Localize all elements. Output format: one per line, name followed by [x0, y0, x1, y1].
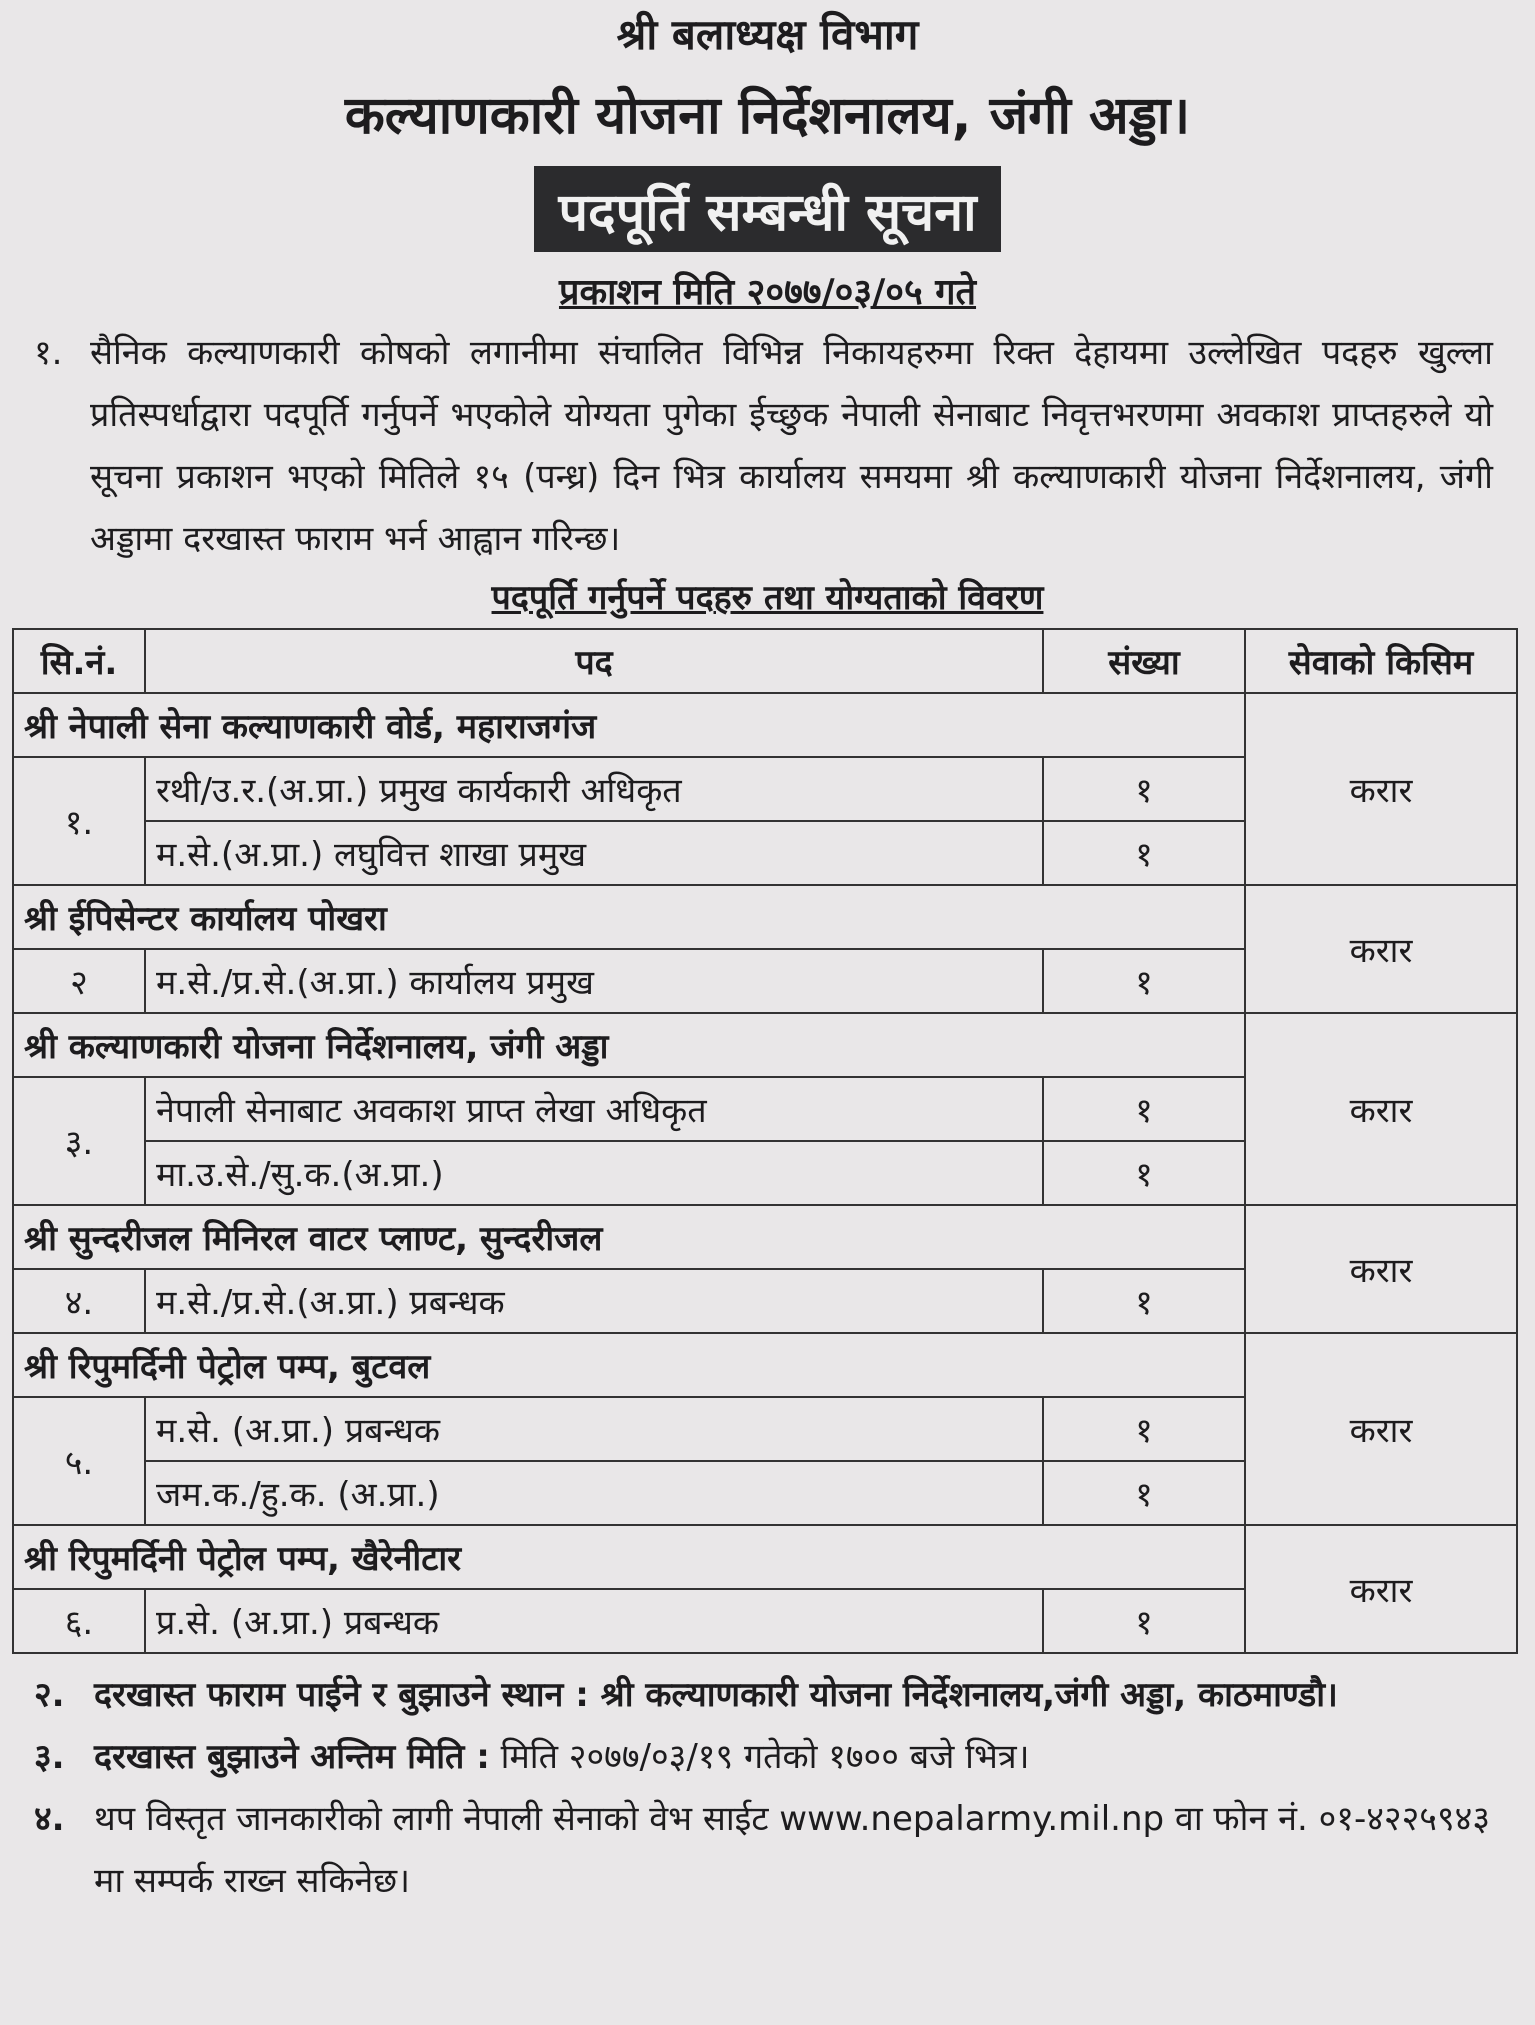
- post-count: १: [1043, 949, 1245, 1013]
- org-row: [13, 693, 1517, 757]
- post-count: १: [1043, 1397, 1245, 1461]
- org-row: [13, 1333, 1517, 1397]
- notice-item: [12, 1664, 1523, 1726]
- header-post: पद: [145, 629, 1043, 693]
- header-row: [13, 629, 1517, 693]
- org-name: श्री ईपिसेन्टर कार्यालय पोखरा: [13, 885, 1245, 949]
- item-number: ४.: [34, 1799, 65, 1839]
- post-name: म.से.(अ.प्रा.) लघुवित्त शाखा प्रमुख: [145, 821, 1043, 885]
- notice-page: [0, 4, 1535, 2025]
- notice-title: पदपूर्ति सम्बन्धी सूचना: [534, 166, 1000, 252]
- post-name: म.से. (अ.प्रा.) प्रबन्धक: [145, 1397, 1043, 1461]
- item-label: दरखास्त बुझाउने अन्तिम मिति :: [94, 1737, 490, 1777]
- org-row: [13, 1013, 1517, 1077]
- post-count: १: [1043, 1141, 1245, 1205]
- publication-date: प्रकाशन मिति २०७७/०३/०५ गते: [558, 272, 977, 313]
- serial-number: १.: [13, 757, 145, 885]
- post-count: १: [1043, 757, 1245, 821]
- header-count: संख्या: [1043, 629, 1245, 693]
- paragraph-1-number: १.: [34, 333, 63, 373]
- org-row: [13, 1205, 1517, 1269]
- org-name: श्री सुन्दरीजल मिनिरल वाटर प्लाण्ट, सुन्दरीजल: [13, 1205, 1245, 1269]
- service-type: करार: [1245, 693, 1517, 885]
- item-text: श्री कल्याणकारी योजना निर्देशनालय,जंगी अड्डा, काठमाण्डौ।: [588, 1675, 1338, 1715]
- service-type: करार: [1245, 1333, 1517, 1525]
- post-name: प्र.से. (अ.प्रा.) प्रबन्धक: [145, 1589, 1043, 1653]
- item-text: मिति २०७७/०३/१९ गतेको १७०० बजे भित्र।: [489, 1737, 1030, 1777]
- posts-table-body: [13, 629, 1517, 1653]
- notice-items: [12, 1664, 1523, 1912]
- department-name: श्री बलाध्यक्ष विभाग: [616, 10, 919, 59]
- service-type: करार: [1245, 885, 1517, 1013]
- post-name: मा.उ.से./सु.क.(अ.प्रा.): [145, 1141, 1043, 1205]
- item-number: ३.: [34, 1737, 65, 1777]
- org-name: श्री रिपुमर्दिनी पेट्रोल पम्प, खैरेनीटार: [13, 1525, 1245, 1589]
- org-row: [13, 885, 1517, 949]
- post-count: १: [1043, 821, 1245, 885]
- title-wrap: [12, 166, 1523, 262]
- notice-item: [12, 1726, 1523, 1788]
- serial-number: २: [13, 949, 145, 1013]
- org-name: श्री नेपाली सेना कल्याणकारी वोर्ड, महाराजगंज: [13, 693, 1245, 757]
- service-type: करार: [1245, 1205, 1517, 1333]
- posts-table: [12, 628, 1518, 1654]
- paragraph-1-text: सैनिक कल्याणकारी कोषको लगानीमा संचालित विभिन्न निकायहरुमा रिक्त देहायमा उल्लेखित पदहरु खुल्ला प्रतिस्पर्धाद्वारा पदपूर्ति गर्नुपर्ने भएकोले योग्यता पुगेका ईच्छुक नेपाली सेनाबाट निवृत्तभरणमा अवकाश प्राप्तहरुले यो सूचना प्रकाशन भएको मितिले १५ (पन्ध्र) दिन भित्र कार्यालय समयमा श्री कल्याणकारी योजना निर्देशनालय, जंगी अड्डामा दरखास्त फाराम भर्न आह्वान गरिन्छ।: [90, 333, 1493, 559]
- post-name: रथी/उ.र.(अ.प्रा.) प्रमुख कार्यकारी अधिकृत: [145, 757, 1043, 821]
- serial-number: ४.: [13, 1269, 145, 1333]
- post-name: म.से./प्र.से.(अ.प्रा.) प्रबन्धक: [145, 1269, 1043, 1333]
- org-row: [13, 1525, 1517, 1589]
- post-name: म.से./प्र.से.(अ.प्रा.) कार्यालय प्रमुख: [145, 949, 1043, 1013]
- item-text: थप विस्तृत जानकारीको लागी नेपाली सेनाको वेभ साईट www.nepalarmy.mil.np वा फोन नं. ०१-४२२५९४३ मा सम्पर्क राख्न सकिनेछ।: [94, 1799, 1491, 1901]
- post-count: १: [1043, 1589, 1245, 1653]
- post-name: नेपाली सेनाबाट अवकाश प्राप्त लेखा अधिकृत: [145, 1077, 1043, 1141]
- service-type: करार: [1245, 1525, 1517, 1653]
- service-type: करार: [1245, 1013, 1517, 1205]
- post-name: जम.क./हु.क. (अ.प्रा.): [145, 1461, 1043, 1525]
- serial-number: ३.: [13, 1077, 145, 1205]
- org-name: श्री कल्याणकारी योजना निर्देशनालय, जंगी अड्डा: [13, 1013, 1245, 1077]
- serial-number: ५.: [13, 1397, 145, 1525]
- header-sn: सि.नं.: [13, 629, 145, 693]
- paragraph-1: [12, 322, 1523, 570]
- item-label: दरखास्त फाराम पाईने र बुझाउने स्थान :: [94, 1675, 589, 1715]
- directorate-name: कल्याणकारी योजना निर्देशनालय, जंगी अड्डा।: [344, 86, 1191, 146]
- item-number: २.: [34, 1675, 65, 1715]
- post-count: १: [1043, 1269, 1245, 1333]
- org-name: श्री रिपुमर्दिनी पेट्रोल पम्प, बुटवल: [13, 1333, 1245, 1397]
- post-count: १: [1043, 1077, 1245, 1141]
- header-service: सेवाको किसिम: [1245, 629, 1517, 693]
- notice-item: [12, 1788, 1523, 1912]
- post-count: १: [1043, 1461, 1245, 1525]
- table-title: पदपूर्ति गर्नुपर्ने पदहरु तथा योग्यताको विवरण: [491, 578, 1044, 618]
- serial-number: ६.: [13, 1589, 145, 1653]
